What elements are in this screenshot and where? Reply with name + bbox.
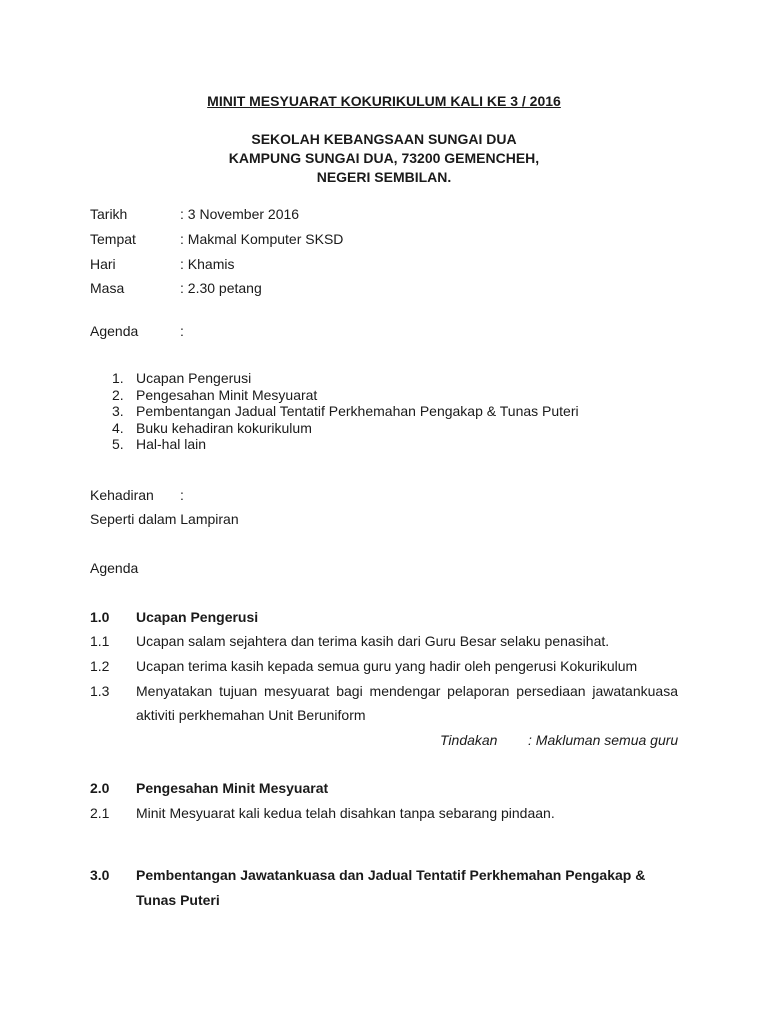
school-address-line1: KAMPUNG SUNGAI DUA, 73200 GEMENCHEH,	[228, 150, 540, 166]
detail-value-masa: : 2.30 petang	[180, 280, 262, 296]
agenda-item-text: Ucapan Pengerusi	[136, 370, 252, 386]
tindakan-label: Tindakan	[440, 732, 498, 748]
agenda-item-text: Pengesahan Minit Mesyuarat	[136, 387, 318, 403]
detail-label-tempat: Tempat	[90, 231, 136, 247]
item-text: Ucapan terima kasih kepada semua guru yang hadir oleh pengerusi Kokurikulum	[136, 658, 638, 674]
item-number: 1.1	[90, 633, 110, 649]
section-heading: Ucapan Pengerusi	[136, 609, 259, 625]
section-heading: Pembentangan Jawatankuasa dan Jadual Tentatif Perkhemahan Pengakap &	[136, 867, 646, 883]
kehadiran-value: Seperti dalam Lampiran	[90, 511, 239, 527]
detail-label-masa: Masa	[90, 280, 125, 296]
kehadiran-colon: :	[180, 487, 184, 503]
agenda-item-num: 5.	[112, 436, 124, 452]
agenda-colon: :	[180, 323, 184, 339]
agenda-item-text: Pembentangan Jadual Tentatif Perkhemahan Pengakap & Tunas Puteri	[136, 403, 579, 419]
agenda-section-label: Agenda	[90, 560, 139, 576]
document-title: MINIT MESYUARAT KOKURIKULUM KALI KE 3 / 2016	[207, 93, 561, 109]
kehadiran-label: Kehadiran	[90, 487, 154, 503]
detail-label-hari: Hari	[90, 256, 116, 272]
agenda-item-text: Buku kehadiran kokurikulum	[136, 420, 312, 436]
agenda-item-num: 3.	[112, 403, 124, 419]
item-text: Menyatakan tujuan mesyuarat bagi mendengar pelaporan persediaan jawatankuasa	[136, 683, 678, 699]
item-number: 1.3	[90, 683, 110, 699]
section-number: 2.0	[90, 780, 110, 796]
agenda-item-num: 2.	[112, 387, 124, 403]
item-text: Minit Mesyuarat kali kedua telah disahkan tanpa sebarang pindaan.	[136, 805, 555, 821]
school-name: SEKOLAH KEBANGSAAN SUNGAI DUA	[251, 131, 517, 147]
item-number: 2.1	[90, 805, 110, 821]
item-text: Ucapan salam sejahtera dan terima kasih dari Guru Besar selaku penasihat.	[136, 633, 610, 649]
agenda-label: Agenda	[90, 323, 139, 339]
section-number: 3.0	[90, 867, 110, 883]
agenda-item-num: 1.	[112, 370, 124, 386]
agenda-item-num: 4.	[112, 420, 124, 436]
section-heading: Pengesahan Minit Mesyuarat	[136, 780, 329, 796]
school-address-line2: NEGERI SEMBILAN.	[316, 169, 452, 185]
agenda-item-text: Hal-hal lain	[136, 436, 207, 452]
detail-label-tarikh: Tarikh	[90, 206, 128, 222]
item-number: 1.2	[90, 658, 110, 674]
detail-value-tempat: : Makmal Komputer SKSD	[180, 231, 344, 247]
section-number: 1.0	[90, 609, 110, 625]
detail-value-tarikh: : 3 November 2016	[180, 206, 300, 222]
section-heading-continuation: Tunas Puteri	[136, 892, 220, 908]
tindakan-value: : Makluman semua guru	[528, 732, 679, 748]
item-text-continuation: aktiviti perkhemahan Unit Beruniform	[136, 707, 366, 723]
detail-value-hari: : Khamis	[180, 256, 235, 272]
